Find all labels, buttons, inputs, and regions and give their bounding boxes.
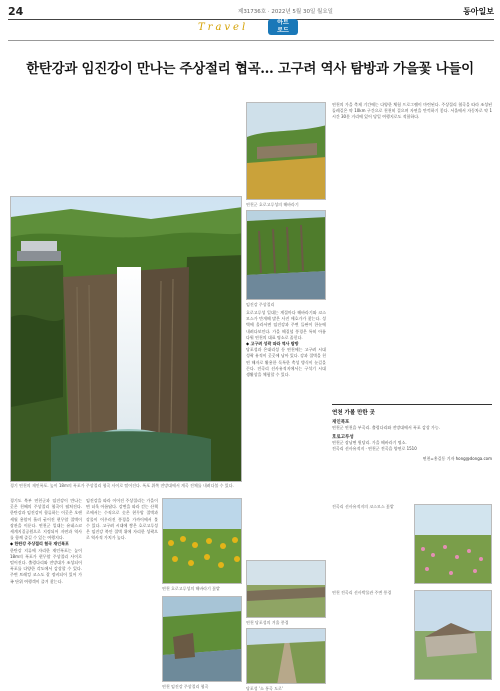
photo-fortress-sunflowers — [246, 102, 326, 200]
photo-basalt-cliff — [246, 210, 326, 300]
main-photo-caption: 경기 연천의 재인폭포. 높이 18m의 폭포가 주상절리 협곡 사이로 떨어진다. 폭포 위쪽 전망대에서 계곡 전체를 내려다볼 수 있다. — [10, 483, 234, 488]
waterfall-image — [11, 197, 242, 482]
col3-body: 호로고루성 일대는 계절마다 해바라기와 코스모스가 만개해 많은 사진 애호가가 찾는다. 성벽에 올라서면 임진강과 주변 들판이 한눈에 내려다보인다. 가을 해질녘 풍경은 특히 아름다워 연천의 대표 명소로 꼽힌다. — [246, 310, 326, 340]
photo-cosmos-field — [414, 504, 492, 584]
headline: 한탄강과 임진강이 만나는 주상절리 협곡… 고구려 역사 탐방과 가을꽃 나들이 — [26, 61, 474, 77]
section-logo-bottom: 로드 — [277, 27, 289, 34]
museum-caption: 연천 전곡리 선사박물관 주변 풍경 — [332, 590, 392, 595]
article-column-1 — [10, 498, 82, 688]
page-number: 24 — [8, 4, 24, 18]
section-logo — [268, 19, 298, 35]
photo-river-gorge — [162, 596, 242, 682]
article-column-2 — [86, 498, 158, 688]
newspaper-brand: 동아일보 — [463, 5, 494, 16]
article-column-4 — [332, 102, 492, 402]
section-logo-top: 아트 — [277, 19, 289, 26]
basalt-caption: 임진강 주상절리 — [246, 302, 275, 307]
col3-subheading: ◆ 고구려 성곽 따라 역사 탐방 — [246, 341, 299, 347]
info-sub2: 호로고루성 — [332, 435, 354, 441]
road-caption: 당포성 '소 통곡 도로' — [246, 686, 283, 691]
info-text3: 전곡리 선사유적지 · 연천군 전곡읍 양연로 1510 — [332, 446, 417, 452]
info-text1: 연천군 연천읍 부곡리. 출렁다리와 전망대에서 폭포 감상 가능. — [332, 425, 441, 430]
main-photo-waterfall — [10, 196, 242, 482]
col4-body: 연천의 가을 축제 기간에는 다양한 체험 프로그램이 마련된다. 주상절리 협곡을 따라 조성된 둘레길은 약 10km 구간으로 천천히 걸으며 자연을 만끽하기 좋다. 서울에서 자동차로 약 1시간 30분 거리에 있어 당일 여행지로도 적합하다. — [332, 102, 492, 120]
photo-dangposeong-road — [246, 628, 326, 684]
sunflower-caption: 연천 호로고루성의 해바라기 꽃밭 — [162, 586, 220, 591]
issue-info: 제31736호 · 2022년 5월 30일 월요일 — [238, 9, 333, 15]
article-column-3 — [246, 310, 326, 556]
header-rule — [8, 19, 494, 20]
info-title: 연천 가볼 만한 곳 — [332, 410, 375, 416]
photo-museum — [414, 590, 492, 680]
info-sub1: 재인폭포 — [332, 420, 350, 425]
section-rule — [8, 40, 494, 41]
cosmos-caption: 전곡리 선사유적지의 코스모스 꽃밭 — [332, 504, 394, 509]
col1-body: 한탄강 지류에 자리한 재인폭포는 높이 18m의 폭포가 현무암 주상절리 사이로 떨어진다. 출렁다리와 전망대가 조성되어 폭포를 다양한 각도에서 감상할 수 있다. 주변 트레킹 코스도 잘 정비되어 있어 가족 단위 여행객이 즐겨 찾는다. — [10, 547, 82, 584]
dangposeong-caption: 연천 당포성의 겨울 풍경 — [246, 620, 289, 625]
section-title: Travel — [198, 22, 249, 33]
river-gorge-caption: 연천 임진강 주상절리 협곡 — [162, 684, 209, 689]
photo-sunflower-field — [162, 498, 242, 584]
info-text2: 연천군 장남면 원당리. 가을 해바라기 명소. — [332, 440, 407, 446]
page-header — [8, 4, 494, 18]
info-box — [332, 404, 492, 500]
col1-intro: 경기도 북부 연천군과 임진강이 만나는 곳은 천혜의 주상절리 협곡이 펼쳐진다. 한탄강과 임진강이 합류하는 이곳은 오랜 세월 용암이 흘러 굳어진 현무암 절벽이 장관을 이룬다. 연천군 일대는 유네스코 세계지질공원으로 지정되어 자연과 역사를 함께 즐길 수 있는 여행지다. — [10, 498, 82, 541]
col2-body: 임진강을 따라 이어진 주상절리는 가을이면 더욱 아름답다. 강변을 따라 걷는 산책로에서는 수직으로 솟은 현무암 절벽과 강물이 어우러진 풍경을 가까이에서 볼 수 있다. 고구려 시대에 쌓은 호로고루성은 임진강 북안 절벽 위에 자리한 성곽으로 역사적 가치가 높다. — [86, 498, 158, 541]
photo-dangposeong — [246, 560, 326, 618]
col1-subheading: ◆ 한탄강 주상절리 협곡 재인폭포 — [10, 541, 69, 547]
col3-body2: 당포성과 은대리성 등 연천에는 고구려 시대 성곽 유적이 곳곳에 남아 있다. 강과 절벽을 천연 해자로 활용한 독특한 축성 방식이 눈길을 끈다. 전곡리 선사유적지에서는 구석기 시대 생활상을 체험할 수 있다. — [246, 347, 326, 378]
byline: 연천=홍길동 기자 hong@donga.com — [422, 455, 492, 461]
fortress-caption: 연천군 호로고루성의 해바라기 — [246, 202, 299, 207]
